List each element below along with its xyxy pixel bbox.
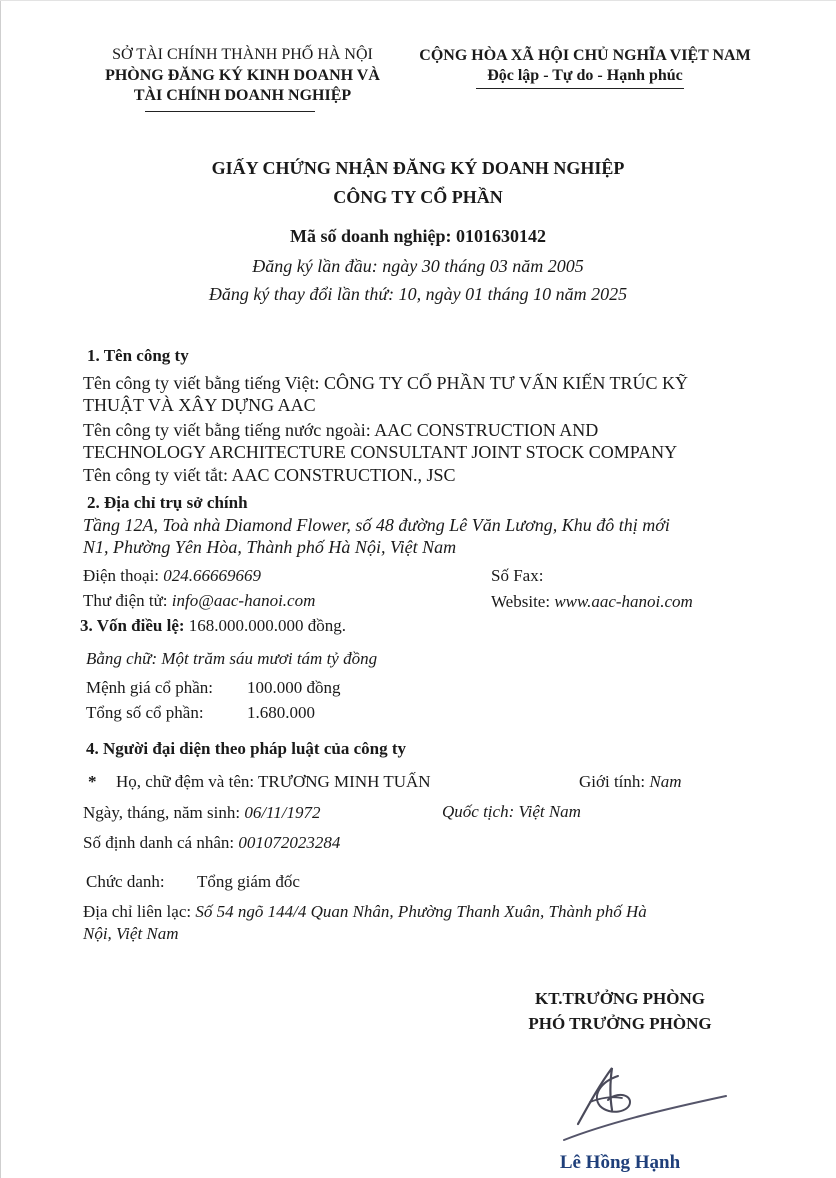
- bullet: *: [88, 772, 97, 791]
- fax-label: Số Fax:: [491, 566, 544, 585]
- tax-code-label: Mã số doanh nghiệp:: [289, 226, 452, 246]
- foreign-name-line2: TECHNOLOGY ARCHITECTURE CONSULTANT JOINT STOCK COMPANY: [83, 442, 678, 462]
- id-line: [83, 833, 340, 853]
- short-name-value: AAC CONSTRUCTION., JSC: [231, 465, 456, 485]
- first-registration: Đăng ký lần đầu: ngày 30 tháng 03 năm 2005: [252, 256, 584, 276]
- tax-code-line: [0, 226, 836, 247]
- issuer-office-line2: TÀI CHÍNH DOANH NGHIỆP: [133, 87, 352, 104]
- issuer-department: SỞ TÀI CHÍNH THÀNH PHỐ HÀ NỘI: [112, 46, 373, 63]
- gender-value: Nam: [649, 772, 682, 791]
- id-label: Số định danh cá nhân:: [83, 833, 235, 852]
- foreign-name-line1: [83, 420, 598, 441]
- rep-name-label: Họ, chữ đệm và tên:: [116, 772, 255, 791]
- issuer-office: PHÒNG ĐĂNG KÝ KINH DOANH VÀ: [105, 67, 380, 84]
- dob-line: [83, 803, 321, 823]
- country-motto: Độc lập - Tự do - Hạnh phúc: [487, 67, 683, 84]
- header-right-underline: [476, 88, 684, 89]
- company-type: CÔNG TY CỔ PHẦN: [333, 187, 503, 207]
- email-line: [83, 591, 315, 611]
- capital-value: 168.000.000.000 đồng.: [188, 616, 347, 635]
- short-name-label: Tên công ty viết tắt:: [83, 465, 228, 485]
- contact-value: Số 54 ngõ 144/4 Quan Nhân, Phường Thanh Xuân, Thành phố Hà: [195, 902, 647, 921]
- par-value-label: Mệnh giá cổ phần:: [86, 678, 213, 697]
- phone-label: Điện thoại:: [83, 566, 160, 585]
- fax-line: [491, 566, 543, 586]
- rep-name-line: [116, 772, 431, 792]
- foreign-name-label: Tên công ty viết bằng tiếng nước ngoài:: [83, 420, 371, 440]
- nationality: Quốc tịch: Việt Nam: [442, 802, 581, 821]
- header-left-underline: [145, 111, 315, 112]
- capital-line: [80, 616, 346, 636]
- contact-label: Địa chỉ liên lạc:: [83, 902, 192, 921]
- address-line1: Tầng 12A, Toà nhà Diamond Flower, số 48 đường Lê Văn Lương, Khu đô thị mới: [83, 515, 670, 535]
- total-shares-label: Tổng số cổ phần:: [86, 703, 204, 722]
- gender-line: [579, 772, 682, 792]
- capital-in-words: Bằng chữ: Một trăm sáu mươi tám tỷ đồng: [86, 649, 378, 668]
- page-edge-top: [0, 0, 836, 1]
- section1-heading: 1. Tên công ty: [87, 346, 189, 365]
- dob-label: Ngày, tháng, năm sinh:: [83, 803, 241, 822]
- handwritten-signature-icon: [560, 1062, 730, 1152]
- phone-value: 024.66669669: [163, 566, 262, 585]
- tax-code: 0101630142: [456, 226, 547, 246]
- email-value: info@aac-hanoi.com: [171, 591, 316, 610]
- rep-name: TRƯƠNG MINH TUẤN: [258, 772, 431, 791]
- change-registration: Đăng ký thay đổi lần thứ: 10, ngày 01 tháng 10 năm 2025: [208, 284, 628, 304]
- vn-name-line1: [83, 373, 688, 394]
- section2-heading: 2. Địa chỉ trụ sở chính: [87, 493, 248, 512]
- signer-role1: KT.TRƯỞNG PHÒNG: [535, 989, 705, 1008]
- vn-name-value: CÔNG TY CỔ PHẦN TƯ VẤN KIẾN TRÚC KỸ: [324, 373, 689, 393]
- gender-label: Giới tính:: [579, 772, 646, 791]
- section3-heading: 3. Vốn điều lệ:: [80, 616, 185, 635]
- phone-line: [83, 566, 261, 586]
- vn-name-label: Tên công ty viết bằng tiếng Việt:: [83, 373, 320, 393]
- par-value: 100.000 đồng: [247, 678, 341, 697]
- foreign-name-value: AAC CONSTRUCTION AND: [374, 420, 599, 440]
- total-shares: 1.680.000: [247, 703, 315, 722]
- signer-role2: PHÓ TRƯỞNG PHÒNG: [528, 1014, 712, 1033]
- address-line2: N1, Phường Yên Hòa, Thành phố Hà Nội, Việt Nam: [83, 537, 457, 557]
- website-line: [491, 592, 693, 612]
- signer-name: Lê Hồng Hạnh: [559, 1152, 681, 1173]
- contact-line2: Nội, Việt Nam: [83, 924, 179, 943]
- short-name-line: [83, 465, 456, 486]
- email-label: Thư điện tử:: [83, 591, 168, 610]
- country-name: CỘNG HÒA XÃ HỘI CHỦ NGHĨA VIỆT NAM: [419, 47, 751, 64]
- contact-line1: [83, 902, 647, 922]
- section4-heading: 4. Người đại diện theo pháp luật của công ty: [86, 739, 406, 758]
- document-title: GIẤY CHỨNG NHẬN ĐĂNG KÝ DOANH NGHIỆP: [211, 158, 625, 178]
- job-title: Tổng giám đốc: [197, 872, 300, 891]
- dob-value: 06/11/1972: [244, 803, 321, 822]
- website-value: www.aac-hanoi.com: [554, 592, 693, 611]
- website-label: Website:: [491, 592, 551, 611]
- job-title-label: Chức danh:: [86, 872, 165, 891]
- vn-name-line2: THUẬT VÀ XÂY DỰNG AAC: [83, 395, 316, 415]
- id-value: 001072023284: [238, 833, 341, 852]
